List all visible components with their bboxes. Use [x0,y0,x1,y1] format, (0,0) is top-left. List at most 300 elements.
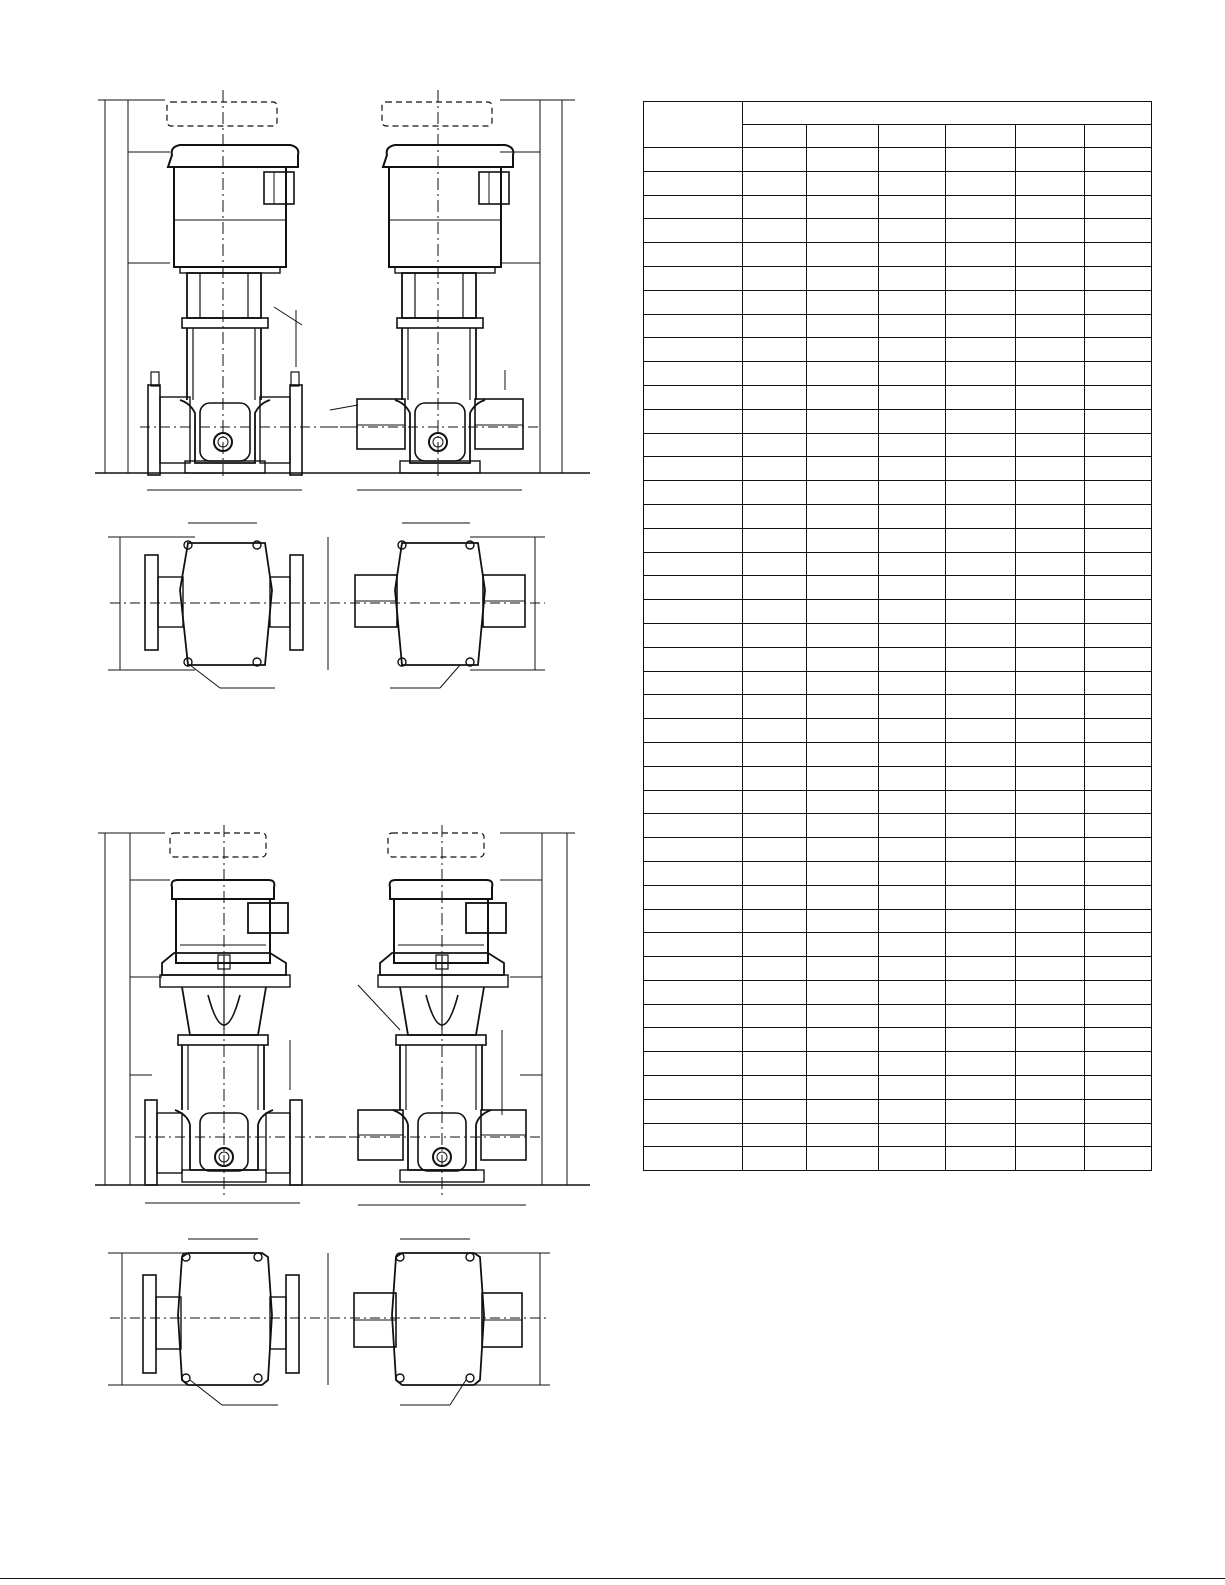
table-cell-model [644,1052,743,1076]
table-row [644,1099,1152,1123]
table-cell-model [644,980,743,1004]
bottom-elevation-drawings [90,825,590,1225]
table-cell-model [644,909,743,933]
table-cell [807,838,879,862]
table-row [644,457,1152,481]
table-cell [1016,481,1085,505]
table-cell [807,885,879,909]
table-cell [1085,504,1152,528]
table-cell [879,838,946,862]
table-cell [879,719,946,743]
table-cell [743,1004,807,1028]
table-cell [946,742,1016,766]
table-cell [1085,385,1152,409]
table-body [644,148,1152,1171]
table-cell [807,695,879,719]
table-cell-model [644,409,743,433]
table-cell-model [644,742,743,766]
table-cell [1085,695,1152,719]
table-cell [743,504,807,528]
table-cell [743,1028,807,1052]
table-cell [807,1099,879,1123]
table-subheader [1085,125,1152,148]
table-cell-model [644,1076,743,1100]
table-cell [1085,861,1152,885]
table-row [644,695,1152,719]
table-cell-model [644,719,743,743]
table-cell [743,266,807,290]
table-cell [1016,243,1085,267]
table-cell [1016,314,1085,338]
table-cell [743,719,807,743]
table-cell [743,980,807,1004]
table-cell [807,504,879,528]
table-cell [946,148,1016,172]
table-cell [1085,1052,1152,1076]
table-cell [1085,195,1152,219]
table-cell [1016,790,1085,814]
table-cell-model [644,695,743,719]
table-row [644,481,1152,505]
table-cell [879,647,946,671]
table-cell [1016,647,1085,671]
table-cell [807,576,879,600]
table-cell [1016,171,1085,195]
table-cell-model [644,885,743,909]
table-cell [1016,1052,1085,1076]
table-cell [1085,338,1152,362]
table-cell [743,338,807,362]
table-row [644,719,1152,743]
table-cell [807,528,879,552]
table-cell [879,600,946,624]
table-cell [1016,576,1085,600]
table-cell [946,338,1016,362]
table-row [644,409,1152,433]
table-cell [879,576,946,600]
table-cell [946,195,1016,219]
table-row [644,647,1152,671]
table-cell [946,409,1016,433]
table-cell [743,314,807,338]
table-cell-model [644,576,743,600]
table-cell [1085,1028,1152,1052]
table-cell [1016,385,1085,409]
table-row [644,338,1152,362]
table-cell [879,766,946,790]
table-cell [743,576,807,600]
table-cell-model [644,790,743,814]
table-cell [807,481,879,505]
table-cell [807,243,879,267]
table-row [644,1123,1152,1147]
table-cell-model [644,457,743,481]
table-cell [743,219,807,243]
table-cell [807,623,879,647]
table-cell [946,385,1016,409]
table-cell [743,1099,807,1123]
table-row [644,671,1152,695]
table-cell-model [644,314,743,338]
table-cell [807,742,879,766]
table-cell [879,266,946,290]
table-cell [1016,861,1085,885]
table-cell [946,1099,1016,1123]
table-cell [1085,243,1152,267]
table-cell [743,647,807,671]
table-cell-model [644,266,743,290]
table-cell-model [644,528,743,552]
table-row [644,909,1152,933]
table-cell [743,1076,807,1100]
table-cell [1016,504,1085,528]
table-cell [1016,409,1085,433]
table-cell [946,457,1016,481]
table-cell-model [644,766,743,790]
table-cell [743,600,807,624]
table-row [644,957,1152,981]
table-cell [1085,576,1152,600]
table-cell [743,243,807,267]
table-row [644,195,1152,219]
table-cell [1085,623,1152,647]
table-cell [946,647,1016,671]
table-cell [807,719,879,743]
table-cell [879,1004,946,1028]
table-cell [807,1123,879,1147]
table-cell [946,861,1016,885]
table-cell [946,623,1016,647]
table-cell [743,671,807,695]
table-cell [743,433,807,457]
table-cell [1016,980,1085,1004]
table-cell [807,433,879,457]
table-cell [1016,885,1085,909]
table-cell [807,647,879,671]
table-cell-model [644,171,743,195]
table-cell [1016,742,1085,766]
table-cell [1085,1147,1152,1171]
table-cell-model [644,195,743,219]
plan-flanged-b [143,1253,299,1385]
table-cell [743,861,807,885]
table-cell [1016,338,1085,362]
table-cell [807,409,879,433]
table-cell [1016,148,1085,172]
table-cell [946,433,1016,457]
table-cell [1085,838,1152,862]
table-row [644,933,1152,957]
table-cell [879,885,946,909]
table-cell [1085,433,1152,457]
table-cell [946,957,1016,981]
top-plan-svg [100,515,560,695]
table-cell [807,1076,879,1100]
table-cell [879,148,946,172]
table-row [644,385,1152,409]
top-elevation-drawings [90,85,590,505]
table-cell [1085,600,1152,624]
table-cell [1085,171,1152,195]
table-cell [807,1004,879,1028]
table-cell [946,790,1016,814]
table-cell [807,957,879,981]
table-row [644,1028,1152,1052]
table-cell [1085,1004,1152,1028]
table-cell [743,742,807,766]
table-cell [879,385,946,409]
table-cell [807,362,879,386]
table-cell [1016,1028,1085,1052]
table-cell-model [644,385,743,409]
table-row [644,576,1152,600]
table-cell [946,671,1016,695]
table-cell [743,148,807,172]
table-cell [807,338,879,362]
table-cell [1016,552,1085,576]
table-cell [1016,909,1085,933]
table-cell [879,504,946,528]
table-cell [743,1147,807,1171]
table-cell [1085,314,1152,338]
table-cell [1085,362,1152,386]
table-cell [1016,195,1085,219]
table-row [644,742,1152,766]
table-row [644,362,1152,386]
table-cell [1016,1099,1085,1123]
table-row [644,1052,1152,1076]
table-cell [807,314,879,338]
table-cell [1085,528,1152,552]
table-cell [1085,457,1152,481]
table-cell [946,1147,1016,1171]
table-cell [1016,814,1085,838]
table-cell [946,1052,1016,1076]
table-cell [807,980,879,1004]
table-cell [807,1028,879,1052]
table-cell [743,885,807,909]
table-cell [1085,885,1152,909]
table-cell-model [644,552,743,576]
table-cell-model [644,861,743,885]
table-cell-model [644,933,743,957]
table-cell [1085,552,1152,576]
plan-threaded-b [354,1253,522,1385]
table-cell [946,933,1016,957]
table-header-group [743,102,1152,125]
table-cell [1085,290,1152,314]
table-cell [879,481,946,505]
table-cell [879,695,946,719]
table-cell [1016,219,1085,243]
table-row [644,219,1152,243]
table-cell [879,671,946,695]
table-row [644,766,1152,790]
table-cell [1085,719,1152,743]
table-cell [946,504,1016,528]
table-cell [743,385,807,409]
table-cell [1085,647,1152,671]
table-cell-model [644,647,743,671]
table-cell [743,457,807,481]
table-cell [1016,933,1085,957]
table-cell [1016,290,1085,314]
table-cell [807,861,879,885]
table-row [644,504,1152,528]
table-cell [1016,671,1085,695]
table-cell-model [644,148,743,172]
table-cell [879,1147,946,1171]
table-cell [1016,600,1085,624]
table-cell [1016,1004,1085,1028]
table-row [644,623,1152,647]
table-cell [1016,528,1085,552]
table-row [644,885,1152,909]
table-cell-model [644,504,743,528]
table-cell [1016,362,1085,386]
dimension-table [643,101,1152,1171]
table-cell [879,433,946,457]
table-cell [1085,957,1152,981]
table-cell [879,957,946,981]
table-cell [946,695,1016,719]
table-cell [743,1123,807,1147]
table-row [644,433,1152,457]
table-cell [879,552,946,576]
table-cell [807,933,879,957]
table-cell [879,1123,946,1147]
table-cell [946,290,1016,314]
table-cell-model [644,338,743,362]
table-cell [946,266,1016,290]
table-cell-model [644,481,743,505]
table-row [644,980,1152,1004]
table-row [644,314,1152,338]
table-cell [946,243,1016,267]
table-cell [1016,1123,1085,1147]
table-cell [807,909,879,933]
table-cell [743,933,807,957]
table-cell [807,790,879,814]
table-header-model [644,102,743,148]
table-cell [807,195,879,219]
table-cell [946,766,1016,790]
table-cell [807,766,879,790]
table-cell-model [644,814,743,838]
table-cell [807,266,879,290]
table-cell [879,314,946,338]
table-cell [807,171,879,195]
table-cell [879,1052,946,1076]
table-cell [1085,409,1152,433]
table-cell [807,148,879,172]
table-cell [807,814,879,838]
table-cell [879,528,946,552]
table-cell [879,243,946,267]
table-subheader [879,125,946,148]
table-cell [1016,719,1085,743]
table-cell [743,814,807,838]
table-cell-model [644,838,743,862]
table-cell [1085,219,1152,243]
table-subheader [807,125,879,148]
table-cell [1085,1123,1152,1147]
elevation-flanged [148,102,302,475]
table-cell [1085,148,1152,172]
table-cell [1085,1099,1152,1123]
table-cell [1016,695,1085,719]
table-cell [807,457,879,481]
table-cell [879,909,946,933]
table-cell-model [644,219,743,243]
top-elevation-svg [90,85,590,505]
table-cell [946,481,1016,505]
table-cell [807,671,879,695]
table-cell [1016,838,1085,862]
table-cell [946,909,1016,933]
table-cell [1085,790,1152,814]
table-cell [807,1052,879,1076]
dimension-lines [95,90,590,490]
table-cell [946,219,1016,243]
table-cell-model [644,243,743,267]
table-row [644,290,1152,314]
table-cell [1085,1076,1152,1100]
table-cell [743,195,807,219]
table-cell [807,552,879,576]
table-cell [946,1028,1016,1052]
table-cell [946,719,1016,743]
table-cell [1016,623,1085,647]
table-cell-model [644,433,743,457]
table-cell [879,933,946,957]
table-cell [743,695,807,719]
table-cell [879,409,946,433]
table-cell [879,980,946,1004]
table-cell [807,1147,879,1171]
table-cell [743,409,807,433]
table-cell [946,600,1016,624]
table-cell [1016,433,1085,457]
table-cell-model [644,623,743,647]
top-plan-drawings [100,515,560,695]
table-cell [946,980,1016,1004]
table-cell [879,338,946,362]
table-cell [946,1004,1016,1028]
table-cell [1085,671,1152,695]
table-cell-model [644,290,743,314]
table-cell [879,195,946,219]
bottom-plan-svg [100,1235,560,1415]
table-cell [879,623,946,647]
table-cell [743,790,807,814]
table-cell [743,552,807,576]
table-row [644,148,1152,172]
table-cell [879,861,946,885]
elevation-threaded [357,102,523,473]
table-cell [946,1076,1016,1100]
table-cell [879,290,946,314]
table-subheader [1016,125,1085,148]
table-cell [946,314,1016,338]
table-cell [743,481,807,505]
table-cell [807,290,879,314]
table-cell-model [644,1123,743,1147]
table-cell [1085,909,1152,933]
table-cell [743,171,807,195]
table-cell [807,219,879,243]
table-cell [946,1123,1016,1147]
